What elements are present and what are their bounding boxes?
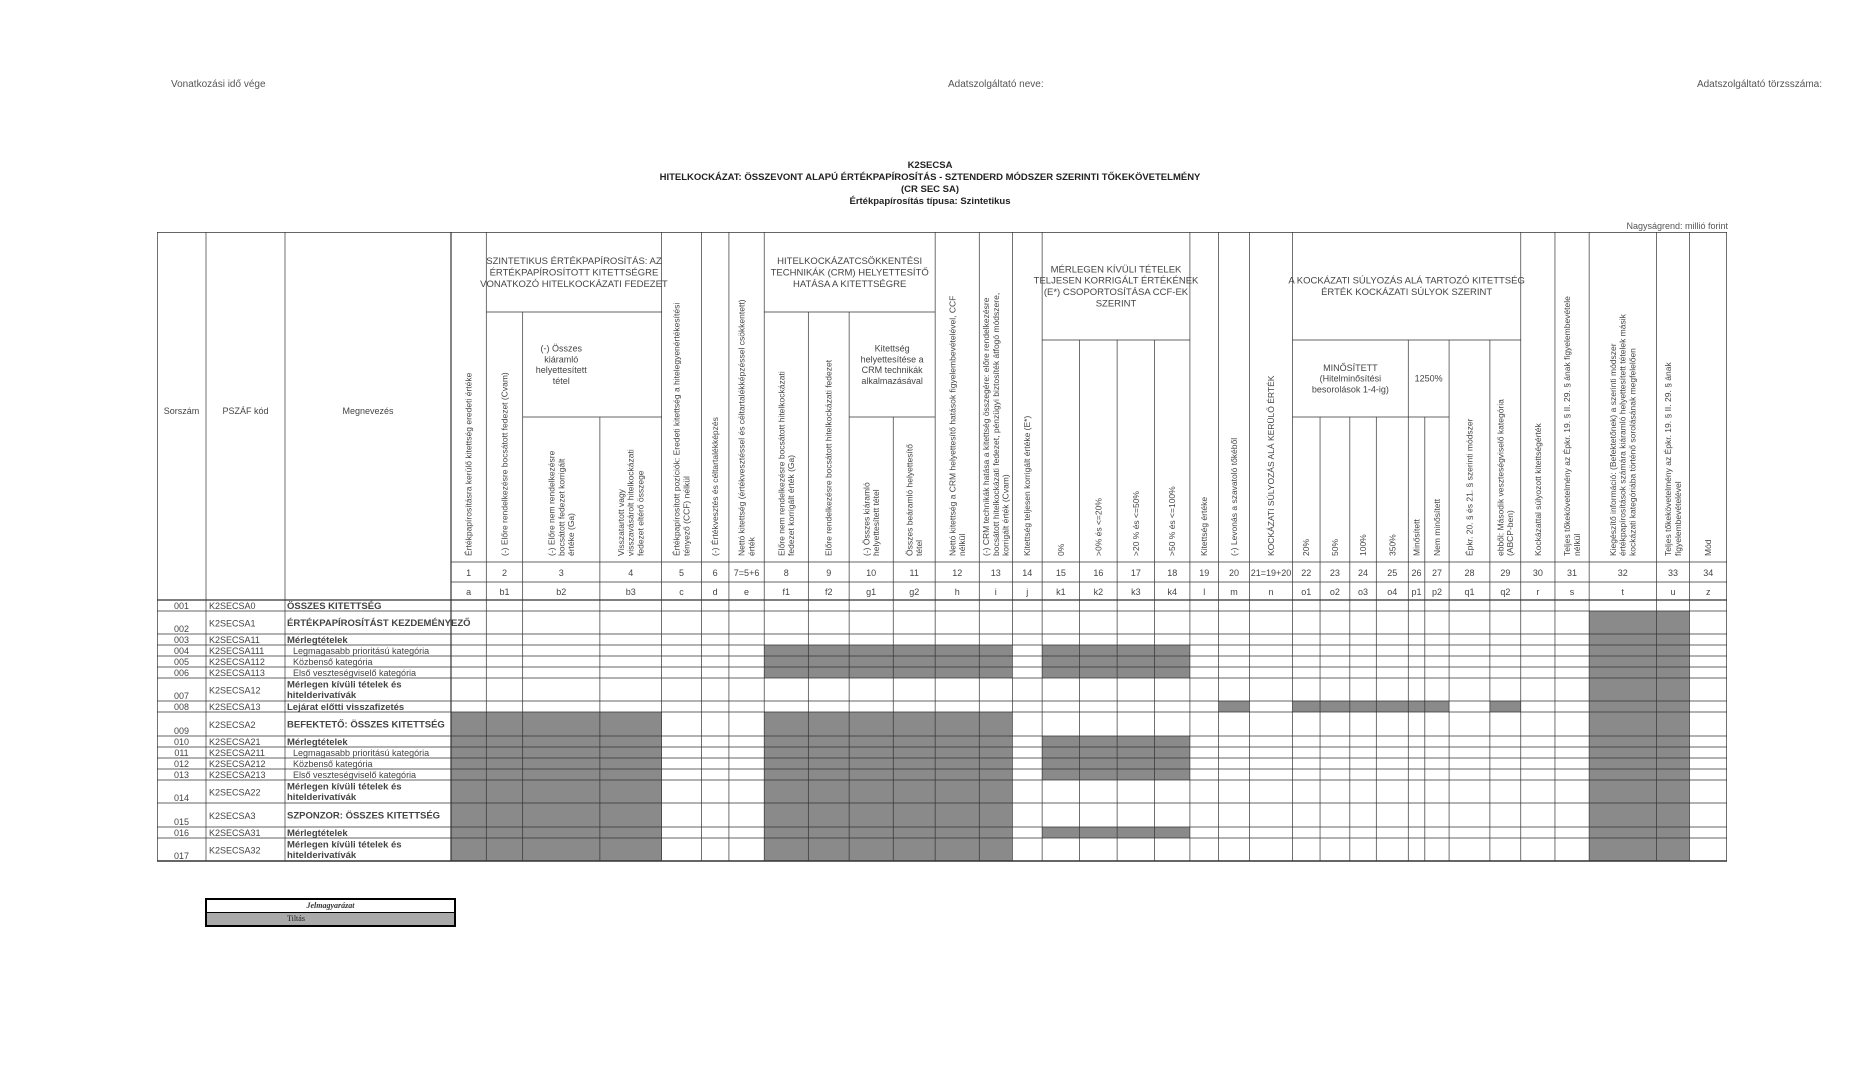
row-code: K2SECSA3: [209, 811, 256, 821]
col-letter: b1: [499, 587, 510, 597]
col-header-16: >0% és <=20%: [1093, 498, 1104, 556]
row-number: 009: [173, 726, 190, 736]
col-number: 22: [1301, 568, 1312, 578]
row-label: Első veszteségviselő kategória: [293, 769, 417, 780]
col-letter: k4: [1167, 587, 1178, 597]
col-header-3: (-) Előre nem rendelkezésrebocsátott fedezet korrigáltértéke (Ga): [546, 450, 577, 556]
row-label: Mérlegtételek: [287, 736, 348, 748]
col-number: 32: [1617, 568, 1628, 578]
col-letter: q1: [1464, 587, 1475, 597]
row-number: 008: [173, 702, 190, 712]
row-code: K2SECSA12: [209, 685, 261, 696]
col-letter: z: [1706, 587, 1711, 597]
col-letter: p2: [1431, 587, 1442, 597]
col-number: 27: [1431, 568, 1442, 578]
col-letter: l: [1203, 587, 1206, 597]
col-number: 29: [1500, 568, 1511, 578]
reporter-id-label: Adatszolgáltató törzsszáma:: [1696, 79, 1822, 90]
row-code: K2SECSA0: [209, 601, 256, 611]
row-code: K2SECSA211: [209, 748, 265, 758]
col-number: 21=19+20: [1250, 568, 1292, 578]
row-label: Mérlegtételek: [287, 827, 348, 839]
col-header-18: >50 % és <=100%: [1167, 486, 1178, 556]
row-label: Mérlegen kívüli tételek és hitelderivatívák: [287, 781, 402, 803]
row-label: Mérlegen kívüli tételek és hitelderivatívák: [287, 839, 402, 861]
legend: [205, 898, 456, 927]
securitisation-type: Értékpapírosítás típusa: Szintetikus: [849, 196, 1011, 207]
col-header-12: Nettó kitettség a CRM helyettesítő hatások figyelembevételével, CCFnélkül: [947, 295, 968, 556]
table-row: [174, 668, 416, 678]
col-number: 13: [990, 568, 1001, 578]
col-number: 12: [952, 568, 963, 578]
col-number: 15: [1055, 568, 1066, 578]
forbidden-investor-crm: [764, 712, 1012, 861]
row-code: K2SECSA32: [209, 845, 261, 856]
col-letter: n: [1268, 587, 1274, 597]
col-number: 17: [1130, 568, 1141, 578]
col-number: 2: [501, 568, 507, 578]
col-number: 9: [826, 568, 832, 578]
col-letter: p1: [1411, 587, 1422, 597]
col-letter: u: [1670, 587, 1676, 597]
row-number: 015: [173, 817, 190, 827]
table-row: [174, 646, 429, 656]
row-number: 004: [173, 646, 190, 656]
forbidden-ccf-block: [1042, 645, 1190, 678]
forbidden-sponsor-ccf: [1042, 827, 1190, 838]
row-number: 012: [173, 759, 190, 769]
row-label: Közbenső kategória: [293, 758, 373, 769]
col-header-15: 0%: [1055, 543, 1066, 556]
col-letter: o1: [1301, 587, 1312, 597]
col-number: 24: [1358, 568, 1369, 578]
col-number: 6: [712, 568, 718, 578]
col-header-19: Kitettség értéke: [1199, 496, 1210, 556]
col-header-10: (-) Összes kiáramlóhelyettesített tétel: [861, 482, 882, 556]
table-row: [174, 657, 373, 667]
col-header-11: Összes beáramló helyettesítőtétel: [904, 444, 925, 556]
table-row: [174, 737, 348, 748]
row-label: ÉRTÉKPAPÍROSÍTÁST KEZDEMÉNYEZŐ: [287, 617, 471, 629]
table-row: [174, 770, 416, 780]
col-header-20: (-) Levonás a szavatoló tőkéből: [1229, 437, 1240, 556]
col-letter: c: [679, 587, 684, 597]
col-number: 34: [1703, 568, 1714, 578]
data-table: [157, 232, 1727, 879]
legend-item-forbidden: Tiltás: [207, 913, 454, 925]
col-number: 8: [783, 568, 789, 578]
col-header-21: KOCKÁZATI SÚLYOZÁS ALÁ KERÜLŐ ÉRTÉK: [1265, 375, 1276, 556]
row-code: K2SECSA213: [209, 770, 266, 780]
sub-header-outflows: (-) Összes kiáramló helyettesített tétel: [535, 343, 587, 386]
row-label: Legmagasabb prioritású kategória: [293, 747, 430, 758]
col-letter: g1: [866, 587, 877, 597]
row-label: Legmagasabb prioritású kategória: [293, 645, 430, 656]
row-number: 011: [174, 748, 189, 758]
col-letter: b3: [625, 587, 636, 597]
col-letter: k3: [1131, 587, 1141, 597]
forbidden-cell: [1292, 701, 1449, 712]
row-code: K2SECSA11: [209, 635, 260, 645]
legend-title: Jelmagyarázat: [207, 900, 454, 913]
row-number: 001: [173, 601, 190, 611]
col-number: 31: [1567, 568, 1578, 578]
col-letter: i: [994, 587, 997, 597]
col-header-8: Előre nem rendelkezésre bocsátott hitelkockázatifedezet korrigált érték (Ga): [776, 371, 797, 556]
col-letter: k2: [1093, 587, 1104, 597]
forbidden-cell: [1219, 701, 1250, 712]
row-number: 006: [173, 668, 190, 678]
col-header-row-number: Sorszám: [163, 406, 200, 416]
row-code: K2SECSA1: [209, 618, 256, 629]
row-label: Közbenső kategória: [293, 656, 373, 667]
reporter-name-label: Adatszolgáltató neve:: [948, 79, 1044, 90]
col-header-23: 50%: [1329, 538, 1340, 556]
col-number: 20: [1229, 568, 1240, 578]
col-number: 25: [1387, 568, 1398, 578]
forbidden-crm-block: [764, 645, 1012, 678]
col-number: 16: [1093, 568, 1104, 578]
col-letter: e: [744, 587, 750, 597]
col-letter: k1: [1056, 587, 1066, 597]
col-header-2: (-) Előre rendelkezésre bocsátott fedezet (Cvam): [499, 372, 510, 556]
report-title-block: [0, 160, 1860, 208]
row-label: ÖSSZES KITETTSÉG: [287, 600, 382, 612]
group-header-synthetic: SZINTETIKUS ÉRTÉKPAPÍROSÍTÁS: AZ ÉRTÉKPAPÍROSÍTOTT KITETTSÉGRE VONATKOZÓ HITELKOCKÁZATI FEDEZET: [480, 256, 668, 290]
row-number: 010: [173, 737, 190, 747]
forbidden-investor-block: [451, 712, 662, 861]
col-number: 14: [1022, 568, 1033, 578]
col-header-34: Mód: [1703, 539, 1714, 556]
sub-header-rated: MINŐSÍTETT (Hitelminősítési besorolások 1-4-ig): [1311, 362, 1389, 395]
col-header-4: Visszatartott vagyvisszavásárolt hitelkockázatifedezet eltérő összege: [615, 449, 646, 556]
col-header-22: 20%: [1301, 538, 1312, 556]
col-number: 7=5+6: [733, 568, 760, 578]
row-code: K2SECSA112: [209, 657, 265, 667]
report-code: K2SECSA: [907, 160, 953, 171]
report-subtitle: (CR SEC SA): [900, 184, 960, 195]
col-letter: h: [954, 587, 960, 597]
row-code: K2SECSA212: [209, 759, 266, 769]
row-number: 013: [173, 770, 190, 780]
row-number: 003: [173, 635, 190, 645]
col-number: 33: [1667, 568, 1678, 578]
col-header-30: Kockázattal súlyozott kitettségérték: [1532, 423, 1543, 556]
col-letter: t: [1621, 587, 1625, 597]
group-header-crm: HITELKOCKÁZATCSÖKKENTÉSI TECHNIKÁK (CRM) HELYETTESÍTŐ HATÁSA A KITETTSÉGRE: [770, 256, 929, 290]
col-letter: r: [1536, 587, 1540, 597]
col-number: 23: [1329, 568, 1340, 578]
table-row: [174, 617, 471, 634]
col-header-31: Teljes tőkekövetelmény az Épkr. 19. § II. 29. § ának figyelembevételenélkül: [1562, 296, 1582, 556]
col-header-9: Előre rendelkezésre bocsátott hitelkockázati fedezet: [823, 359, 834, 556]
col-header-7: Nettó kitettség (értékvesztéssel és céltartalékképzéssel csökkentett)érték: [736, 299, 757, 556]
row-number: 007: [173, 691, 190, 701]
col-number: 3: [558, 568, 564, 578]
col-header-33: Teljes tőkekövetelmény az Épkr. 19. § II. 29. § ánakfigyelembevételével: [1663, 362, 1683, 556]
forbidden-cell: [1490, 701, 1521, 712]
col-number: 4: [628, 568, 634, 578]
row-code: K2SECSA22: [209, 787, 261, 798]
group-header-risk-weights: A KOCKÁZATI SÚLYOZÁS ALÁ TARTOZÓ KITETTSÉG ÉRTÉK KOCKÁZATI SÚLYOK SZERINT: [1288, 275, 1525, 299]
col-header-27: Nem minősített: [1431, 498, 1442, 556]
row-label: Első veszteségviselő kategória: [293, 667, 417, 678]
col-header-13: (-) CRM technikák hatása a kitettség összegére: előre rendelkezésrebocsátott hitelkockázati fedezet, pénzügyi biztosíték átfogó módszere,korrigált érték (Cvam): [981, 292, 1011, 556]
row-label: BEFEKTETŐ: ÖSSZES KITETTSÉG: [287, 719, 445, 731]
table-row: [174, 702, 404, 713]
col-number: 1: [466, 568, 472, 578]
row-code: K2SECSA2: [209, 720, 256, 730]
sub-header-crm-substitution: Kitettség helyettesítése a CRM technikák alkalmazásával: [860, 343, 924, 386]
col-letter: a: [466, 587, 472, 597]
col-number: 18: [1167, 568, 1178, 578]
row-number: 016: [173, 828, 190, 838]
col-letter: b2: [556, 587, 567, 597]
table-row: [174, 635, 348, 646]
col-letter: q2: [1500, 587, 1511, 597]
col-number: 10: [866, 568, 877, 578]
table-row: [174, 828, 348, 839]
report-title: HITELKOCKÁZAT: ÖSSZEVONT ALAPÚ ÉRTÉKPAPÍROSÍTÁS - SZTENDERD MÓDSZER SZERINTI TŐKEKÖVETELMÉNY: [659, 172, 1201, 183]
row-number: 005: [173, 657, 190, 667]
col-header-1: Értékpapírosításra kerülő kitettség eredeti értéke: [463, 372, 474, 556]
table-row: [174, 810, 440, 827]
table-row: [174, 759, 373, 769]
col-header-24: 100%: [1358, 534, 1369, 556]
col-header-26: Minősített: [1411, 519, 1422, 556]
row-code: K2SECSA31: [209, 828, 261, 838]
col-header-25: 350%: [1387, 534, 1398, 556]
col-letter: o2: [1329, 587, 1340, 597]
table-row: [174, 840, 402, 862]
col-letter: f1: [782, 587, 791, 597]
col-number: 19: [1199, 568, 1210, 578]
col-header-description: Megnevezés: [342, 406, 394, 416]
col-number: 11: [909, 568, 919, 578]
row-code: K2SECSA21: [209, 737, 261, 747]
sub-header-1250: 1250%: [1414, 373, 1443, 384]
row-code: K2SECSA111: [209, 646, 265, 656]
col-header-pszaf-code: PSZÁF kód: [222, 406, 269, 416]
col-header-5: Értékpapírosított pozíciók: Eredeti kitettség a hitelegyenértékesítésitényező (CCF) nélkül: [671, 302, 692, 556]
unit-label: Nagyságrend: millió forint: [1626, 221, 1728, 231]
row-number: 002: [173, 624, 190, 634]
col-header-6: (-) Értékvesztés és céltartalékképzés: [710, 417, 721, 556]
col-letter: o3: [1358, 587, 1369, 597]
row-code: K2SECSA13: [209, 702, 261, 712]
row-label: Lejárat előtti visszafizetés: [287, 701, 405, 713]
col-letter: g2: [909, 587, 920, 597]
col-letter: m: [1230, 587, 1238, 597]
col-letter: d: [712, 587, 718, 597]
row-number: 014: [173, 793, 190, 803]
col-letter: s: [1569, 587, 1575, 597]
row-label: Mérlegtételek: [287, 634, 348, 646]
table-row: [174, 748, 429, 758]
row-label: SZPONZOR: ÖSSZES KITETTSÉG: [287, 810, 441, 822]
row-code: K2SECSA113: [209, 668, 265, 678]
col-header-17: >20 % és <=50%: [1130, 491, 1141, 556]
table-row: [174, 680, 402, 702]
col-header-14: Kitettség teljesen korrigált értéke (E*): [1022, 415, 1033, 556]
col-number: 5: [678, 568, 685, 578]
table-row: [174, 782, 402, 804]
row-label: Mérlegen kívüli tételek és hitelderivatívák: [287, 679, 402, 701]
col-letter: j: [1026, 587, 1029, 597]
col-number: 28: [1464, 568, 1475, 578]
col-header-32: Kiegészítő információ: (Befektetőnek) a szerinti módszerértékpapírosítások számára kiáramló helyettesített tételek másikkockázati kategóriába történő sorolásának megfelelően: [1607, 314, 1638, 556]
col-letter: f2: [824, 587, 833, 597]
col-number: 30: [1532, 568, 1543, 578]
table-row: [174, 718, 445, 736]
row-number: 017: [173, 851, 190, 861]
col-header-28: Épkr. 20. § és 21. § szerinti módszer: [1464, 418, 1475, 556]
col-header-29: ebből: Második veszteségviselő kategória(ABCP-ben): [1495, 399, 1516, 556]
col-letter: o4: [1387, 587, 1398, 597]
reference-period-label: Vonatkozási idő vége: [171, 79, 266, 90]
group-header-ccf: MÉRLEGEN KÍVÜLI TÉTELEK TELJESEN KORRIGÁLT ÉRTÉKÉNEK (E*) CSOPORTOSÍTÁSA CCF-EK SZERINT: [1033, 264, 1199, 310]
col-number: 26: [1411, 568, 1422, 578]
table-row: [174, 601, 382, 612]
